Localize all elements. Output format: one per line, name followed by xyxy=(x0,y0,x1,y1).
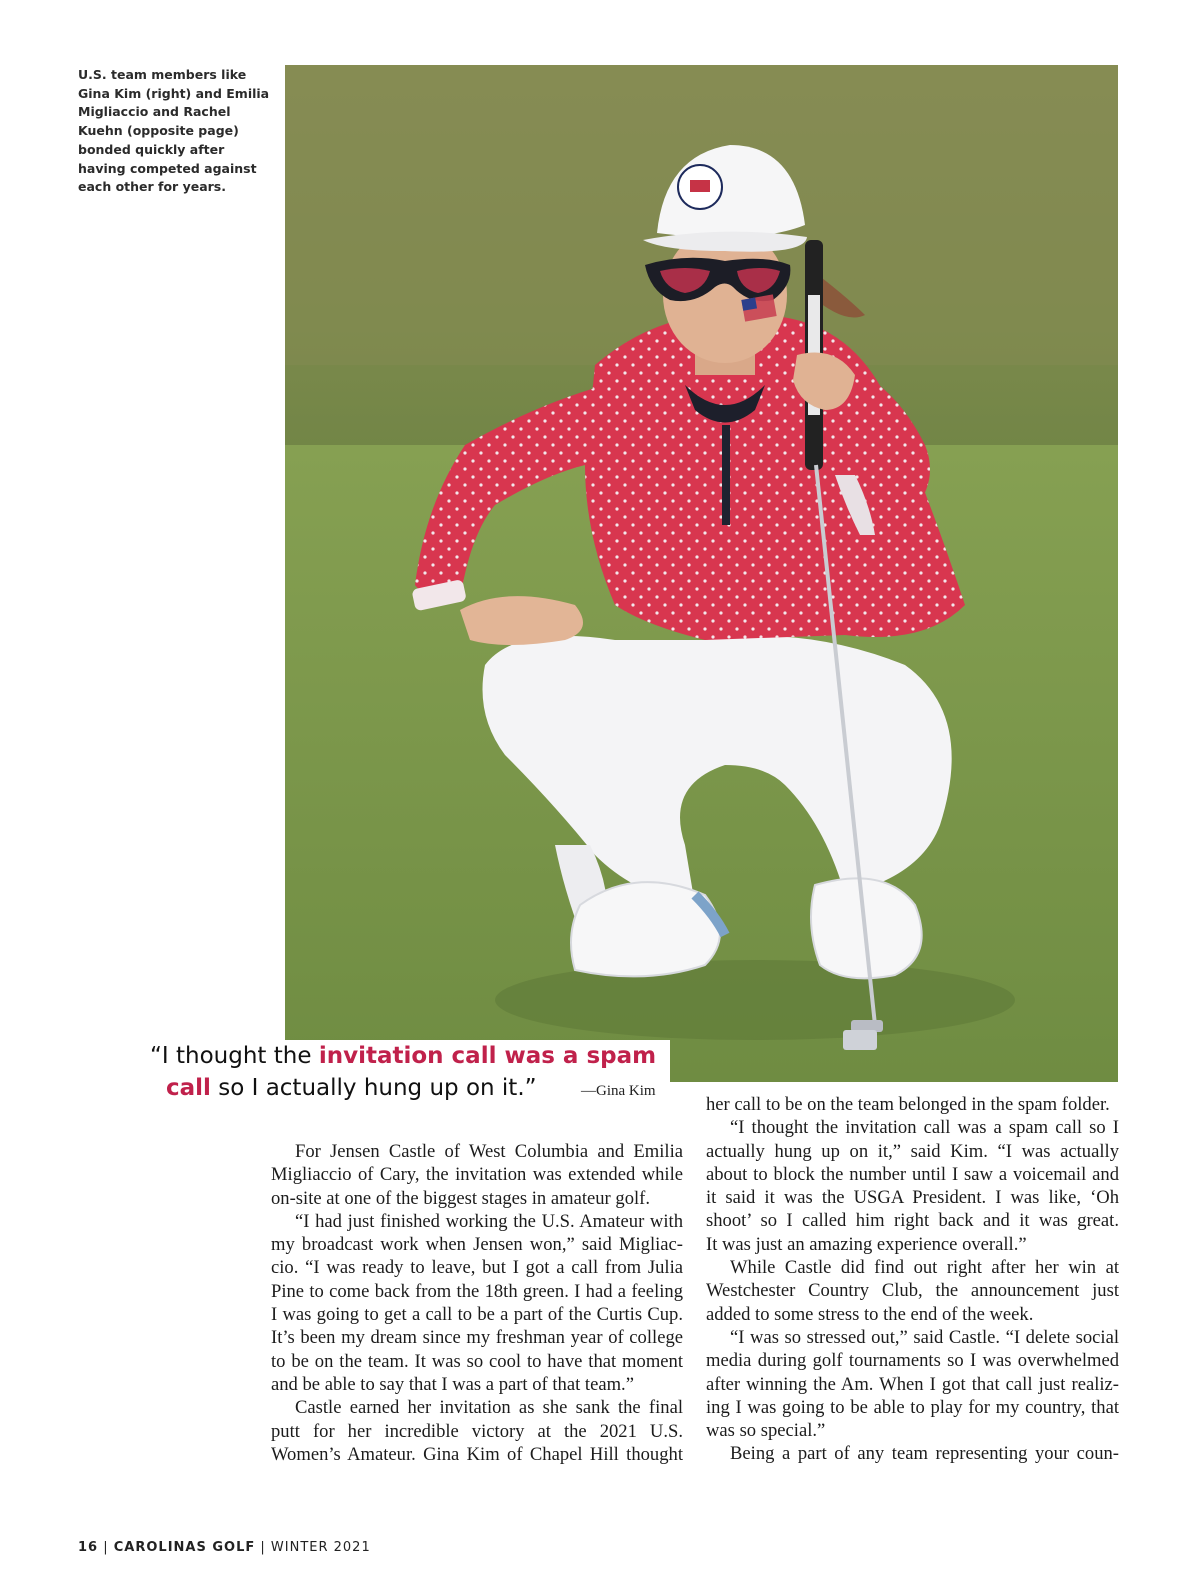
caption-line: each other for years. xyxy=(78,179,226,195)
article-column-left xyxy=(271,1140,683,1466)
body-line: actually hung up on it,” said Kim. “I was actually xyxy=(706,1140,1119,1162)
article-column-right xyxy=(706,1093,1119,1466)
body-line: It was just an amazing experience overall.” xyxy=(706,1233,1027,1255)
caption-line: having competed against xyxy=(78,160,257,176)
body-line: Pine to come back from the 18th green. I had a feeling xyxy=(271,1280,683,1302)
body-line: it said it was the USGA President. I was like, ‘Oh xyxy=(706,1187,1119,1209)
pull-quote-text: so I actually hung up on it.” xyxy=(210,1075,537,1101)
caption-line: Gina Kim (right) and Emilia xyxy=(78,85,270,101)
pull-quote-highlight: invitation call was a spam xyxy=(318,1043,657,1069)
body-line: Being a part of any team representing your coun- xyxy=(730,1443,1119,1465)
golfer-photo xyxy=(285,65,1118,1082)
page-number: 16 xyxy=(78,1540,99,1555)
body-line: to be on the team. It was so cool to have that moment xyxy=(271,1350,683,1372)
body-line: For Jensen Castle of West Columbia and Emilia xyxy=(295,1141,683,1162)
body-line: on-site at one of the biggest stages in amateur golf. xyxy=(271,1187,651,1209)
body-line: shoot’ so I called him right back and it was great. xyxy=(706,1210,1119,1232)
body-line: I was going to get a call to be a part of the Curtis Cup. xyxy=(271,1304,683,1326)
body-line: It’s been my dream since my freshman year of college xyxy=(271,1327,683,1349)
body-line: after winning the Am. When I got that call just realiz- xyxy=(706,1373,1119,1395)
issue-label: WINTER 2021 xyxy=(270,1540,371,1555)
body-line: While Castle did find out right after her win at xyxy=(730,1257,1119,1279)
body-line: was so special.” xyxy=(706,1420,826,1442)
body-line: putt for her incredible victory at the 2021 U.S. xyxy=(271,1420,683,1442)
footer-separator: | xyxy=(255,1540,271,1555)
body-line: Migliaccio of Cary, the invitation was extended while xyxy=(271,1164,683,1186)
caption-line: Migliaccio and Rachel xyxy=(78,104,231,120)
body-line: “I had just finished working the U.S. Amateur with xyxy=(295,1210,683,1232)
body-line: her call to be on the team belonged in the spam folder. xyxy=(706,1094,1110,1115)
body-line: media during golf tournaments so I was overwhelmed xyxy=(706,1350,1119,1372)
body-line: “I thought the invitation call was a spam call so I xyxy=(730,1117,1119,1139)
footer-separator: | xyxy=(98,1540,114,1555)
pull-quote-attribution: —Gina Kim xyxy=(581,1083,656,1099)
page-footer xyxy=(78,1540,371,1555)
body-line: ing I was going to be able to play for my country, that xyxy=(706,1396,1119,1418)
body-line: “I was so stressed out,” said Castle. “I delete social xyxy=(730,1326,1119,1348)
caption-line: Kuehn (opposite page) xyxy=(78,123,239,139)
body-line: cio. “I was ready to leave, but I got a call from Julia xyxy=(271,1257,683,1279)
body-line: added to some stress to the end of the week. xyxy=(706,1303,1034,1325)
body-line: about to block the number until I saw a voicemail and xyxy=(706,1163,1119,1185)
caption-line: U.S. team members like xyxy=(78,67,247,82)
body-line: my broadcast work when Jensen won,” said Migliac- xyxy=(271,1234,683,1256)
body-line: Castle earned her invitation as she sank the final xyxy=(295,1397,683,1419)
pull-quote-highlight: call xyxy=(166,1075,211,1101)
pull-quote-text: “I thought the xyxy=(150,1043,319,1069)
caption-line: bonded quickly after xyxy=(78,141,225,157)
body-line: Westchester Country Club, the announcement just xyxy=(706,1280,1119,1302)
pull-quote-line-1 xyxy=(150,1040,670,1072)
photo-caption xyxy=(78,66,270,197)
body-line: and be able to say that I was a part of that team.” xyxy=(271,1373,634,1395)
body-line: Women’s Amateur. Gina Kim of Chapel Hill thought xyxy=(271,1443,683,1465)
magazine-name: CAROLINAS GOLF xyxy=(113,1540,256,1555)
golfer-illustration xyxy=(285,65,1118,1082)
